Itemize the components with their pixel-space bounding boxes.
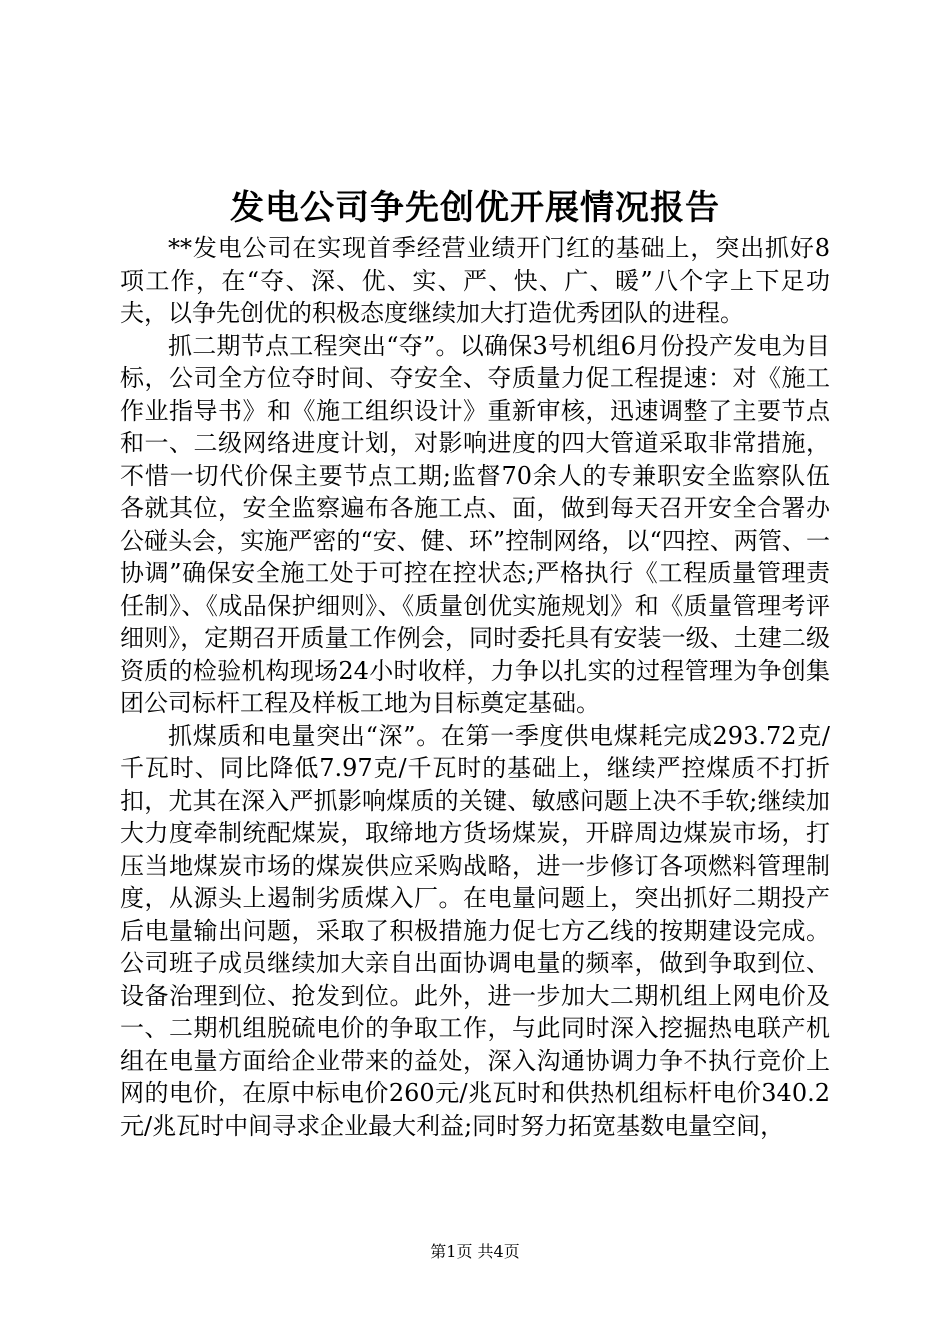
paragraph-coal-power: 抓煤质和电量突出“深”。在第一季度供电煤耗完成293.72克/千瓦时、同比降低7.97克/千瓦时的基础上，继续严控煤质不打折扣，尤其在深入严抓影响煤质的关键、敏感问题上决不手软;继续加大力度牵制统配煤炭，取缔地方货场煤炭，开辟周边煤炭市场，打压当地煤炭市场的煤炭供应采购战略，进一步修订各项燃料管理制度，从源头上遏制劣质煤入厂。在电量问题上，突出抓好二期投产后电量输出问题，采取了积极措施力促七方乙线的按期建设完成。公司班子成员继续加大亲自出面协调电量的频率，做到争取到位、设备治理到位、抢发到位。此外，进一步加大二期机组上网电价及一、二期机组脱硫电价的争取工作，与此同时深入挖掘热电联产机组在电量方面给企业带来的益处，深入沟通协调力争不执行竞价上网的电价，在原中标电价260元/兆瓦时和供热机组标杆电价340.2元/兆瓦时中间寻求企业最大利益;同时努力拓宽基数电量空间， xyxy=(120,721,830,1140)
document-body xyxy=(120,232,830,1142)
page-footer: 第1页 共4页 xyxy=(430,1242,520,1261)
document-title: 发电公司争先创优开展情况报告 xyxy=(230,188,720,228)
paragraph-intro: **发电公司在实现首季经营业绩开门红的基础上，突出抓好8项工作，在“夺、深、优、实、严、快、广、暖”八个字上下足功夫，以争先创优的积极态度继续加大打造优秀团队的进程。 xyxy=(120,234,830,327)
paragraph-project: 抓二期节点工程突出“夺”。以确保3号机组6月份投产发电为目标，公司全方位夺时间、夺安全、夺质量力促工程提速：对《施工作业指导书》和《施工组织设计》重新审核，迅速调整了主要节点和一、二级网络进度计划，对影响进度的四大管道采取非常措施，不惜一切代价保主要节点工期;监督70余人的专兼职安全监察队伍各就其位，安全监察遍布各施工点、面，做到每天召开安全合署办公碰头会，实施严密的“安、健、环”控制网络，以“四控、两管、一协调”确保安全施工处于可控在控状态;严格执行《工程质量管理责任制》、《成品保护细则》、《质量创优实施规划》和《质量管理考评细则》，定期召开质量工作例会，同时委托具有安装一级、土建二级资质的检验机构现场24小时收样，力争以扎实的过程管理为争创集团公司标杆工程及样板工地为目标奠定基础。 xyxy=(120,331,830,717)
